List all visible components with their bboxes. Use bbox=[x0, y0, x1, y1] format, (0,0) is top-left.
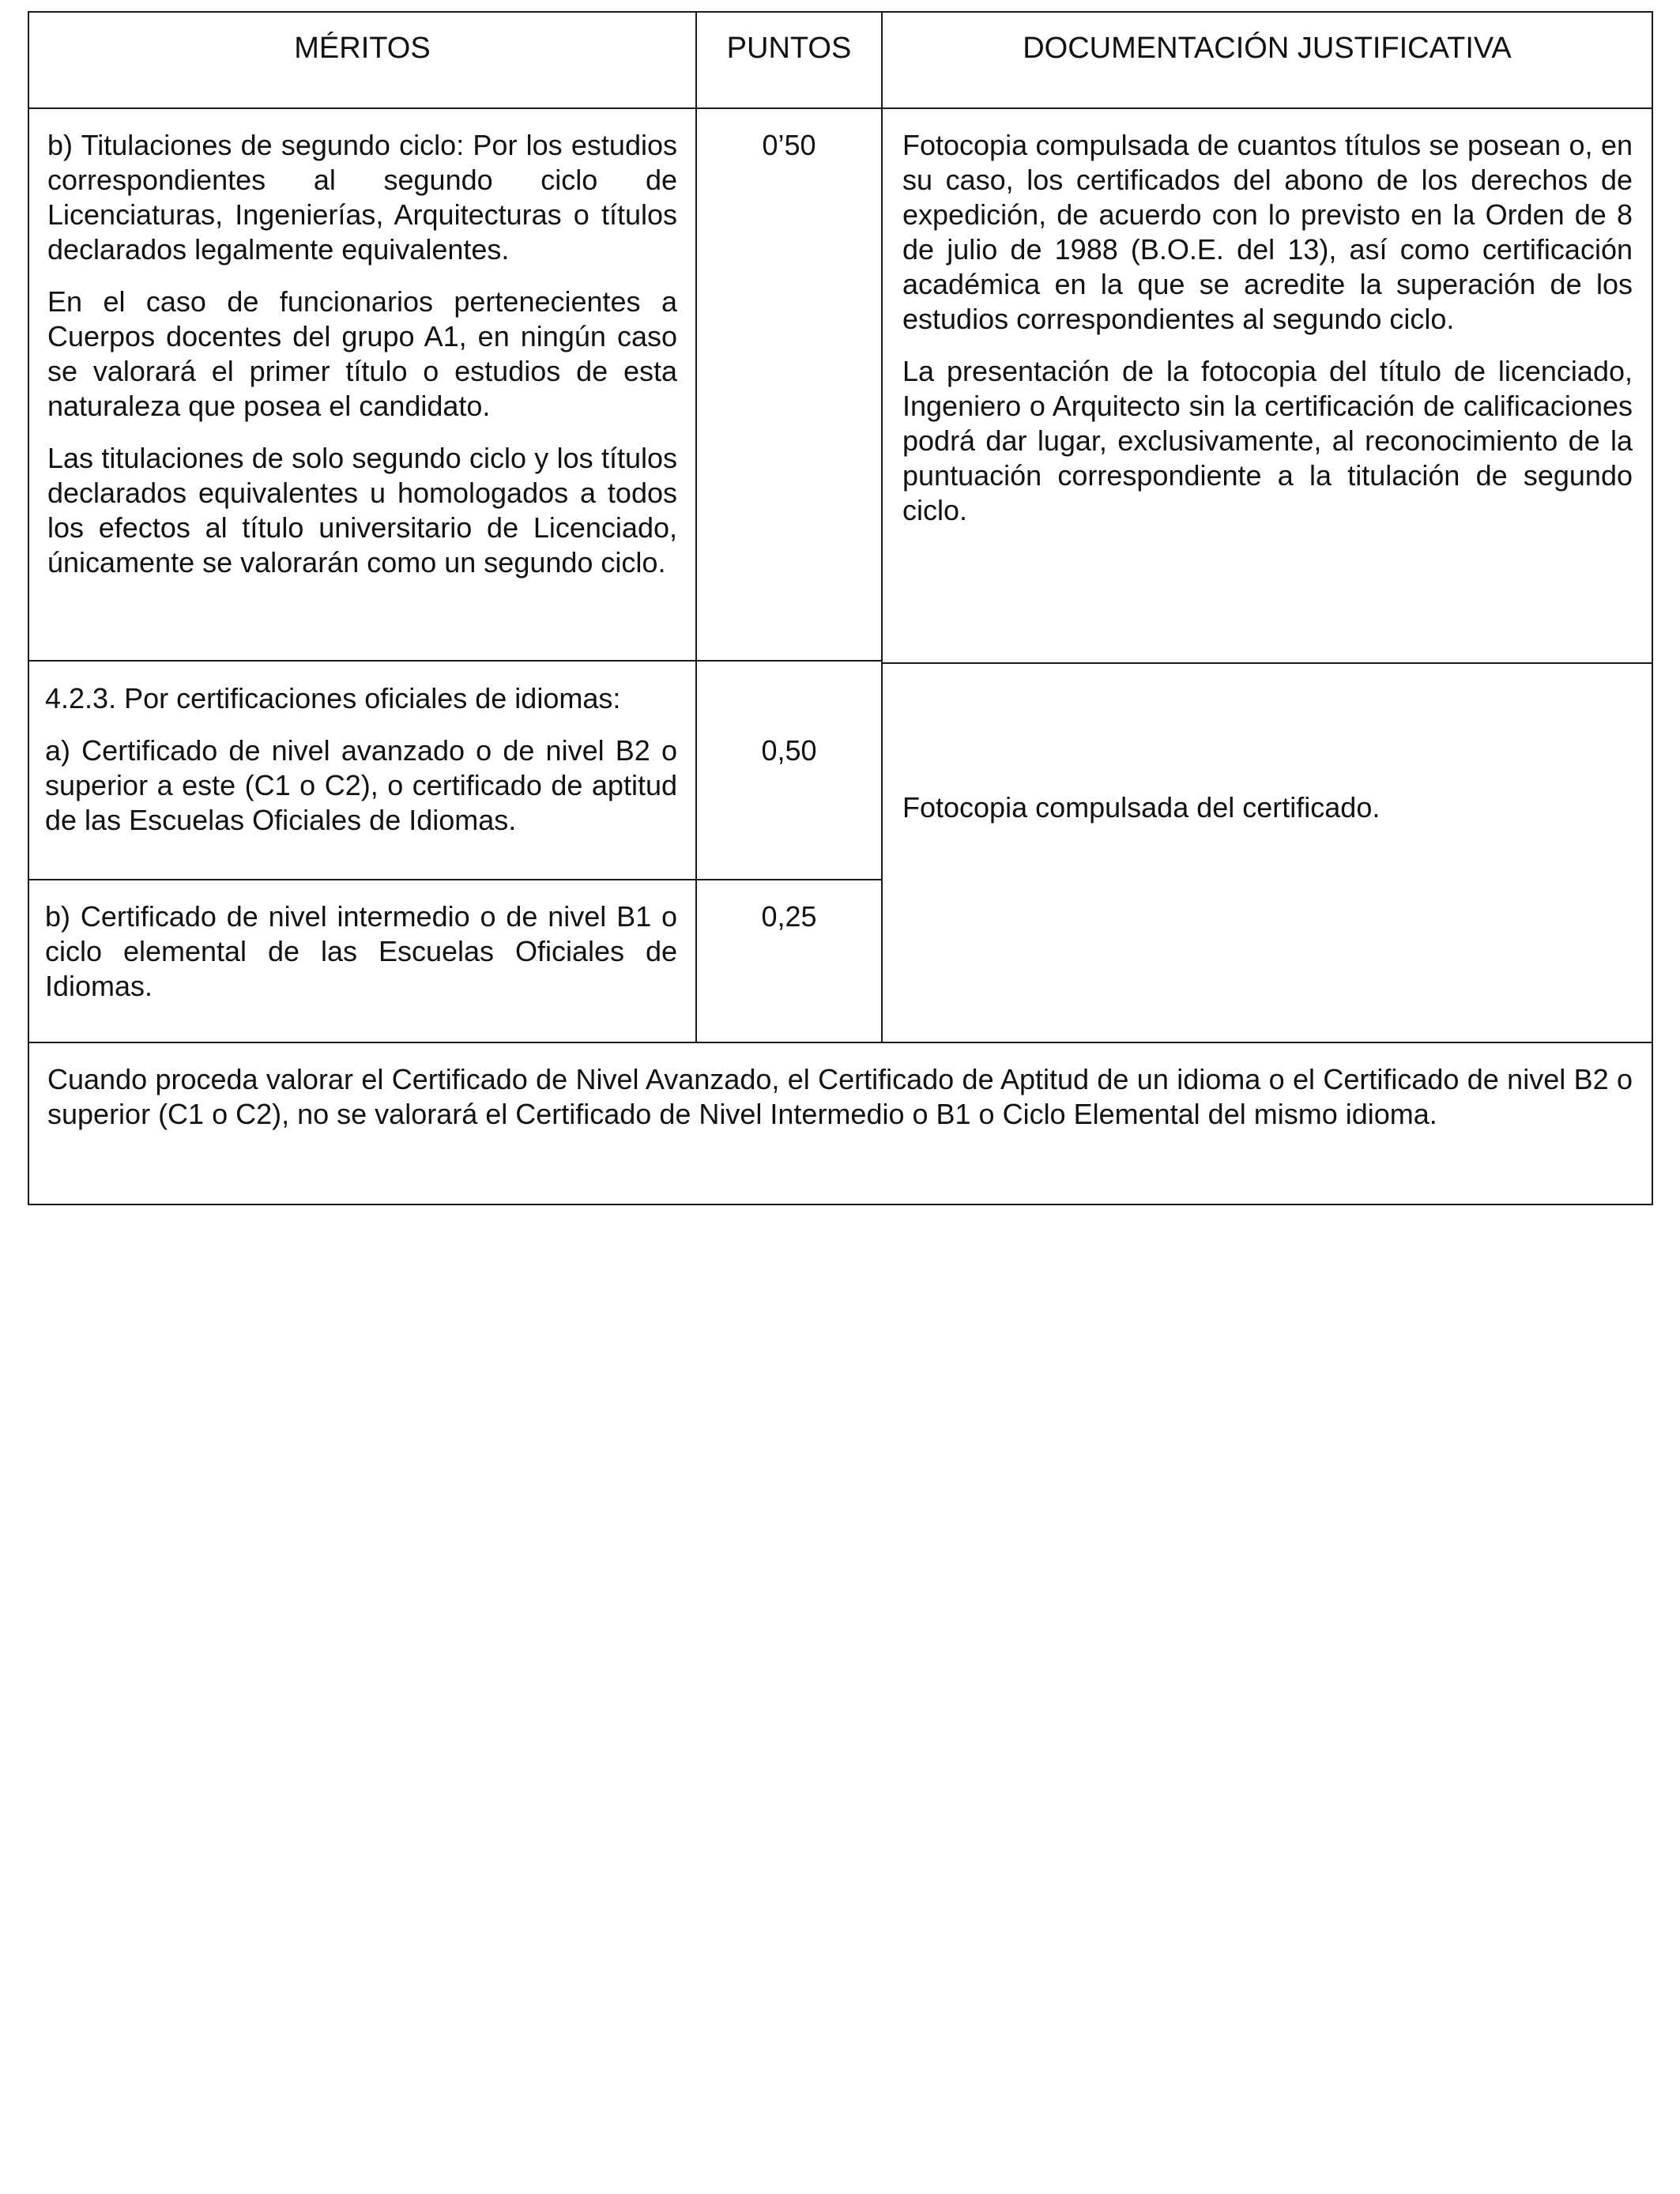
header-documentacion-text: DOCUMENTACIÓN JUSTIFICATIVA bbox=[1023, 32, 1512, 65]
note-separator bbox=[28, 1042, 1653, 1043]
idiomas-heading: 4.2.3. Por certificaciones oficiales de idiomas: bbox=[45, 682, 621, 714]
titulaciones-puntos-cell bbox=[697, 128, 881, 163]
header-separator bbox=[28, 107, 1653, 109]
col-sep-1-upper bbox=[695, 11, 697, 1043]
idiomas-item-b-text: b) Certificado de nivel intermedio o de nivel B1 o ciclo elemental de las Escuelas Oficiales de Idiomas. bbox=[45, 900, 677, 1002]
idiomas-documentacion: Fotocopia compulsada del certificado. bbox=[902, 791, 1381, 824]
note-cell bbox=[47, 1062, 1633, 1149]
header-documentacion bbox=[883, 28, 1652, 68]
row1-separator-left bbox=[28, 660, 883, 662]
col-sep-2-upper bbox=[881, 11, 883, 1043]
titulaciones-paragraph-3: Las titulaciones de solo segundo ciclo y los títulos declarados equivalentes u homologados a todos los efectos al título universitario de Licenciado, únicamente se valorarán como un segundo ciclo. bbox=[47, 442, 677, 579]
titulaciones-meritos-cell bbox=[47, 128, 677, 598]
border-bottom bbox=[28, 1204, 1653, 1205]
idiomas-item-a-puntos: 0,50 bbox=[761, 734, 817, 767]
idiomas-item-a-puntos-cell bbox=[697, 733, 881, 768]
documentacion-paragraph-2: La presentación de la fotocopia del título de licenciado, Ingeniero o Arquitecto sin la certificación de calificaciones podrá dar lugar, exclusivamente, al reconocimiento de la puntuación correspondiente a la titulación de segundo ciclo. bbox=[902, 355, 1633, 526]
idiomas-item-a-cell bbox=[45, 733, 677, 855]
idiomas-item-a-text: a) Certificado de nivel avanzado o de nivel B2 o superior a este (C1 o C2), o certificado de aptitud de las Escuelas Oficiales de Idiomas. bbox=[45, 734, 677, 836]
border-left bbox=[28, 11, 29, 1204]
header-puntos bbox=[697, 28, 881, 68]
documentacion-paragraph-1: Fotocopia compulsada de cuantos títulos se posean o, en su caso, los certificados del abono de los derechos de expedición, de acuerdo con lo previsto en la Orden de 8 de julio de 1988 (B.O.E. del 13), así como certificación académica en la que se acredite la superación de los estudios correspondientes al segundo ciclo. bbox=[902, 129, 1633, 335]
idiomas-documentacion-cell bbox=[902, 790, 1633, 825]
border-right bbox=[1652, 11, 1653, 1204]
titulaciones-puntos: 0’50 bbox=[762, 129, 816, 161]
idiomas-item-b-cell bbox=[45, 899, 677, 1021]
row1-separator-right bbox=[883, 662, 1653, 664]
header-meritos bbox=[29, 28, 695, 68]
titulaciones-paragraph-2: En el caso de funcionarios pertenecientes a Cuerpos docentes del grupo A1, en ningún caso se valorará el primer título o estudios de esta naturaleza que posea el candidato. bbox=[47, 285, 677, 422]
row2-separator bbox=[28, 879, 883, 880]
note-text: Cuando proceda valorar el Certificado de Nivel Avanzado, el Certificado de Aptitud de un idioma o el Certificado de nivel B2 o superior (C1 o C2), no se valorará el Certificado de Nivel Intermedio o B1 o Ciclo Elemental del mismo idioma. bbox=[47, 1063, 1633, 1130]
titulaciones-documentacion-cell bbox=[902, 128, 1633, 545]
header-puntos-text: PUNTOS bbox=[726, 32, 852, 65]
titulaciones-paragraph-1: b) Titulaciones de segundo ciclo: Por los estudios correspondientes al segundo ciclo de Licenciaturas, Ingenierías, Arquitecturas o títulos declarados legalmente equivalentes. bbox=[47, 129, 677, 266]
header-meritos-text: MÉRITOS bbox=[294, 32, 431, 65]
idiomas-item-b-puntos-cell bbox=[697, 899, 881, 934]
idiomas-item-b-puntos: 0,25 bbox=[761, 900, 817, 933]
idiomas-heading-cell bbox=[45, 681, 677, 733]
border-top bbox=[28, 11, 1653, 13]
